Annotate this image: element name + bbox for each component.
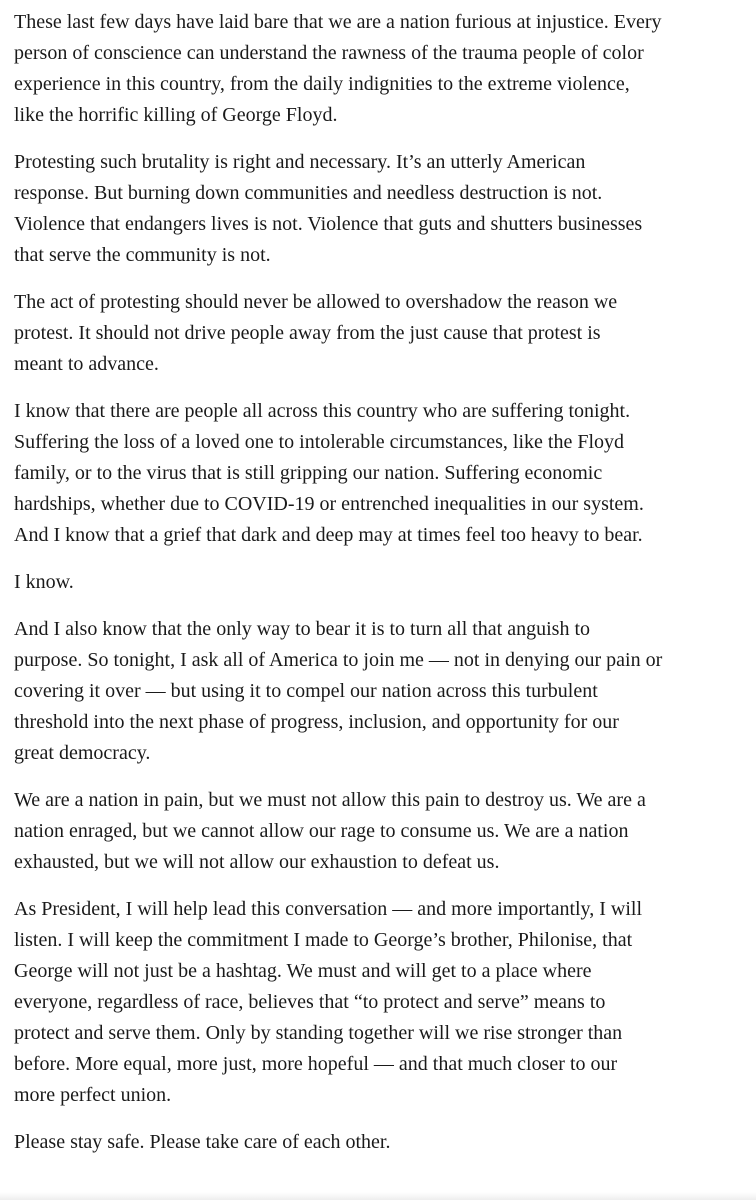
paragraph-line: Suffering the loss of a loved one to intolerable circumstances, like the Floyd [14, 431, 625, 453]
paragraph-line: purpose. So tonight, I ask all of America to join me — not in denying our pain or [14, 649, 663, 671]
paragraph-line: I know. [14, 571, 74, 593]
paragraph-line: Protesting such brutality is right and necessary. It’s an utterly American [14, 151, 586, 173]
paragraph-8 [14, 894, 748, 1111]
paragraph-line: that serve the community is not. [14, 244, 271, 266]
paragraph-line: I know that there are people all across this country who are suffering tonight. [14, 400, 631, 422]
paragraph-9 [14, 1127, 748, 1158]
bottom-edge-shadow [0, 1192, 756, 1200]
paragraph-line: great democracy. [14, 742, 151, 764]
paragraph-line: response. But burning down communities and needless destruction is not. [14, 182, 603, 204]
paragraph-line: family, or to the virus that is still gripping our nation. Suffering economic [14, 462, 603, 484]
paragraph-line: We are a nation in pain, but we must not allow this pain to destroy us. We are a [14, 789, 646, 811]
paragraph-7 [14, 785, 748, 878]
paragraph-line: hardships, whether due to COVID-19 or entrenched inequalities in our system. [14, 493, 644, 515]
paragraph-line: person of conscience can understand the rawness of the trauma people of color [14, 42, 644, 64]
paragraph-line: As President, I will help lead this conversation — and more importantly, I will [14, 898, 643, 920]
paragraph-line: before. More equal, more just, more hopeful — and that much closer to our [14, 1053, 618, 1075]
paragraph-line: listen. I will keep the commitment I made to George’s brother, Philonise, that [14, 929, 633, 951]
paragraph-3 [14, 287, 748, 380]
paragraph-line: These last few days have laid bare that we are a nation furious at injustice. Every [14, 11, 662, 33]
article-body [14, 7, 748, 1174]
paragraph-line: Please stay safe. Please take care of each other. [14, 1131, 391, 1153]
paragraph-line: George will not just be a hashtag. We must and will get to a place where [14, 960, 592, 982]
paragraph-line: exhausted, but we will not allow our exhaustion to defeat us. [14, 851, 500, 873]
paragraph-5 [14, 567, 748, 598]
paragraph-line: threshold into the next phase of progress, inclusion, and opportunity for our [14, 711, 619, 733]
paragraph-line: more perfect union. [14, 1084, 172, 1106]
paragraph-line: nation enraged, but we cannot allow our rage to consume us. We are a nation [14, 820, 629, 842]
paragraph-line: Violence that endangers lives is not. Violence that guts and shutters businesses [14, 213, 643, 235]
paragraph-line: like the horrific killing of George Floyd. [14, 104, 338, 126]
paragraph-line: And I also know that the only way to bear it is to turn all that anguish to [14, 618, 591, 640]
paragraph-line: The act of protesting should never be allowed to overshadow the reason we [14, 291, 618, 313]
paragraph-line: everyone, regardless of race, believes that “to protect and serve” means to [14, 991, 606, 1013]
paragraph-line: And I know that a grief that dark and deep may at times feel too heavy to bear. [14, 524, 643, 546]
paragraph-line: meant to advance. [14, 353, 159, 375]
paragraph-line: protest. It should not drive people away from the just cause that protest is [14, 322, 601, 344]
paragraph-line: protect and serve them. Only by standing together will we rise stronger than [14, 1022, 623, 1044]
paragraph-6 [14, 614, 748, 769]
paragraph-1 [14, 7, 748, 131]
paragraph-4 [14, 396, 748, 551]
paragraph-line: covering it over — but using it to compel our nation across this turbulent [14, 680, 598, 702]
paragraph-line: experience in this country, from the daily indignities to the extreme violence, [14, 73, 630, 95]
paragraph-2 [14, 147, 748, 271]
